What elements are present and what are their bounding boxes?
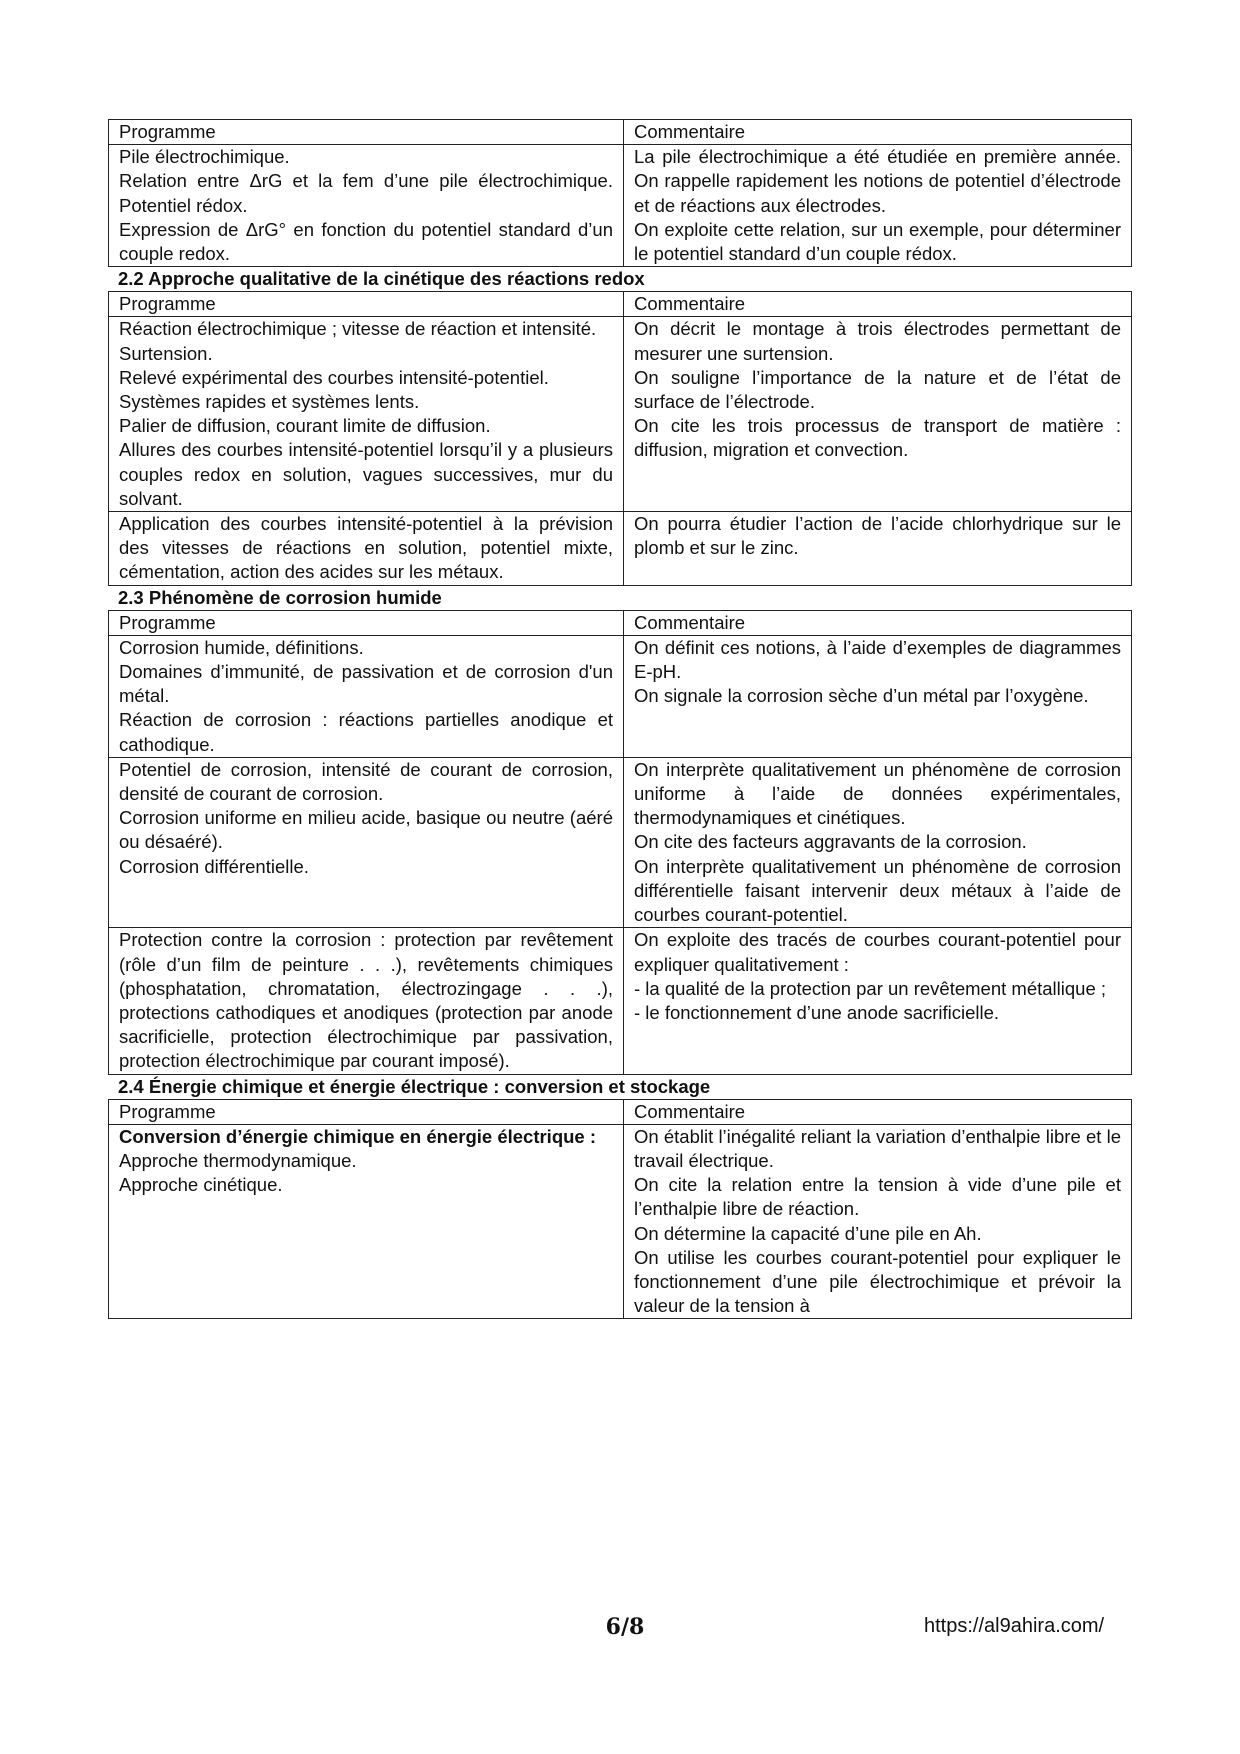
programme-cell: [109, 635, 624, 757]
commentaire-line: On cite des facteurs aggravants de la corrosion.: [634, 831, 1027, 853]
commentaire-line: On établit l’inégalité reliant la variation d’enthalpie libre et le travail électrique.: [634, 1125, 1121, 1171]
programme-line: Approche thermodynamique.: [119, 1149, 357, 1171]
commentaire-line: On signale la corrosion sèche d’un métal par l’oxygène.: [634, 685, 1089, 707]
header-programme: Programme: [109, 1099, 624, 1124]
table-pile-electrochimique: [108, 119, 1132, 267]
programme-cell: [109, 1124, 624, 1319]
programme-line: Palier de diffusion, courant limite de diffusion.: [119, 415, 491, 437]
programme-line: Expression de ΔrG° en fonction du potentiel standard d’un couple redox.: [119, 218, 613, 265]
commentaire-cell: [624, 317, 1132, 512]
commentaire-line: On exploite des tracés de courbes courant-potentiel pour expliquer qualitativement :: [634, 929, 1121, 975]
programme-line: Relevé expérimental des courbes intensité-potentiel.: [119, 366, 549, 388]
section-title-2-2: 2.2 Approche qualitative de la cinétique des réactions redox: [118, 268, 645, 290]
table-row: [109, 635, 1132, 757]
programme-cell: [109, 317, 624, 512]
table-header-row: [109, 1099, 1132, 1124]
document-page: [108, 119, 1131, 1319]
header-programme: Programme: [109, 292, 624, 317]
table-cinetique-redox: [108, 291, 1132, 585]
table-row: [109, 1124, 1132, 1319]
programme-line: Relation entre ΔrG et la fem d’une pile électrochimique. Potentiel rédox.: [119, 170, 613, 216]
page-number: 6/8: [605, 1614, 645, 1640]
commentaire-cell: [624, 928, 1132, 1074]
commentaire-line: On pourra étudier l’action de l’acide chlorhydrique sur le plomb et sur le zinc.: [634, 513, 1121, 559]
programme-line: Protection contre la corrosion : protection par revêtement (rôle d’un film de peinture . . .), revêtements chimiques (phosphatation, chromatation, électrozingage . . .), protections cathodiques et anodiques (protection par anode sacrificielle, protection électrochimique par passivation, protection électrochimique par courant imposé).: [119, 929, 613, 1072]
table-header-row: [109, 610, 1132, 635]
programme-line: Application des courbes intensité-potentiel à la prévision des vitesses de réactions en solution, potentiel mixte, cémentation, action des acides sur les métaux.: [119, 513, 613, 583]
programme-cell: [109, 512, 624, 586]
commentaire-line: On définit ces notions, à l’aide d’exemples de diagrammes E-pH.: [634, 636, 1121, 683]
header-commentaire: Commentaire: [624, 1099, 1132, 1124]
programme-line: Surtension.: [119, 342, 213, 364]
commentaire-cell: [624, 512, 1132, 586]
footer-url-link[interactable]: https://al9ahira.com/: [924, 1615, 1105, 1637]
commentaire-cell: [624, 635, 1132, 757]
commentaire-line: On cite les trois processus de transport de matière : diffusion, migration et convection.: [634, 415, 1121, 461]
table-header-row: [109, 292, 1132, 317]
programme-line: Réaction électrochimique ; vitesse de réaction et intensité.: [119, 318, 597, 340]
programme-line: Domaines d’immunité, de passivation et de corrosion d'un métal.: [119, 661, 613, 707]
commentaire-line: On détermine la capacité d’une pile en Ah.: [634, 1222, 982, 1244]
commentaire-line: On interprète qualitativement un phénomène de corrosion différentielle faisant intervenir deux métaux à l’aide de courbes courant-potentiel.: [634, 855, 1121, 926]
table-energie-chimique: [108, 1099, 1132, 1320]
commentaire-line: - la qualité de la protection par un revêtement métallique ;: [634, 977, 1107, 999]
programme-cell: [109, 757, 624, 927]
programme-line: Potentiel de corrosion, intensité de courant de corrosion, densité de courant de corrosion.: [119, 758, 613, 805]
header-commentaire: Commentaire: [624, 610, 1132, 635]
programme-line: Corrosion uniforme en milieu acide, basique ou neutre (aéré ou désaéré).: [119, 807, 613, 853]
programme-line: Réaction de corrosion : réactions partielles anodique et cathodique.: [119, 709, 613, 755]
table-row: [109, 512, 1132, 586]
section-title-2-3: 2.3 Phénomène de corrosion humide: [118, 586, 442, 608]
programme-cell: [109, 145, 624, 267]
programme-line: Systèmes rapides et systèmes lents.: [119, 391, 420, 413]
table-row: [109, 928, 1132, 1074]
header-programme: Programme: [109, 610, 624, 635]
table-row: [109, 757, 1132, 927]
programme-cell: [109, 928, 624, 1074]
header-commentaire: Commentaire: [624, 292, 1132, 317]
commentaire-cell: [624, 1124, 1132, 1319]
programme-line: Corrosion différentielle.: [119, 855, 309, 877]
commentaire-cell: [624, 145, 1132, 267]
commentaire-line: On décrit le montage à trois électrodes permettant de mesurer une surtension.: [634, 318, 1121, 364]
programme-line: Pile électrochimique.: [119, 146, 290, 168]
header-programme: Programme: [109, 120, 624, 145]
programme-bold-heading: Conversion d’énergie chimique en énergie électrique :: [119, 1125, 597, 1147]
programme-line: Allures des courbes intensité-potentiel lorsqu’il y a plusieurs couples redox en solution, vagues successives, mur du solvant.: [119, 439, 613, 509]
programme-line: Approche cinétique.: [119, 1174, 283, 1196]
commentaire-line: - le fonctionnement d’une anode sacrificielle.: [634, 1001, 1000, 1023]
commentaire-line: On exploite cette relation, sur un exemple, pour déterminer le potentiel standard d’un couple rédox.: [634, 218, 1121, 265]
programme-line: Corrosion humide, définitions.: [119, 636, 364, 658]
commentaire-cell: [624, 757, 1132, 927]
table-header-row: [109, 120, 1132, 145]
commentaire-line: La pile électrochimique a été étudiée en première année. On rappelle rapidement les notions de potentiel d’électrode et de réactions aux électrodes.: [634, 146, 1121, 216]
commentaire-line: On cite la relation entre la tension à vide d’une pile et l’enthalpie libre de réaction.: [634, 1174, 1121, 1220]
commentaire-line: On souligne l’importance de la nature et de l’état de surface de l’électrode.: [634, 366, 1121, 413]
table-row: [109, 317, 1132, 512]
table-corrosion-humide: [108, 610, 1132, 1075]
header-commentaire: Commentaire: [624, 120, 1132, 145]
section-title-2-4: 2.4 Énergie chimique et énergie électrique : conversion et stockage: [118, 1075, 711, 1097]
table-row: [109, 145, 1132, 267]
commentaire-line: On interprète qualitativement un phénomène de corrosion uniforme à l’aide de données expérimentales, thermodynamiques et cinétiques.: [634, 758, 1121, 829]
commentaire-line: On utilise les courbes courant-potentiel pour expliquer le fonctionnement d’une pile électrochimique et prévoir la valeur de la tension à: [634, 1246, 1121, 1317]
